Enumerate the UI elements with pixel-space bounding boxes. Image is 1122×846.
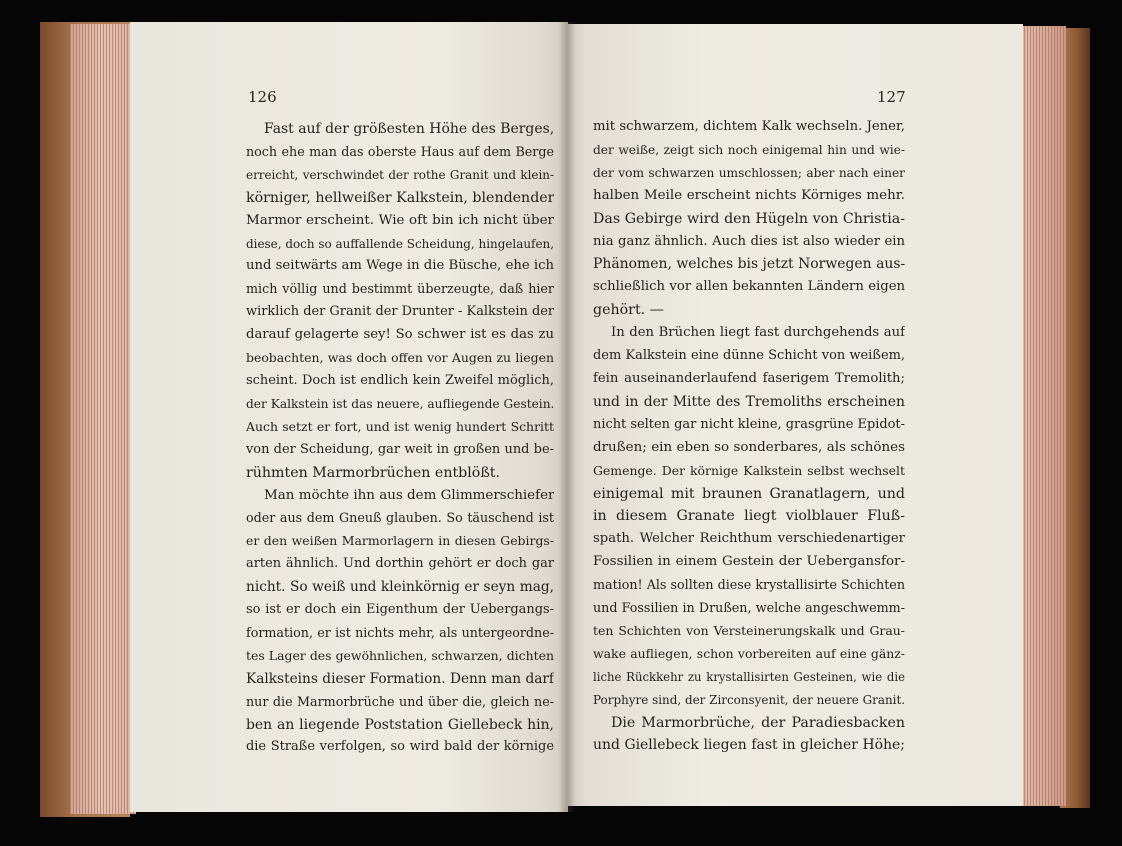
text-line: mich völlig und bestimmt überzeugte, daß hier	[246, 281, 554, 297]
text-line: dem Kalkstein eine dünne Schicht von weißem,	[593, 348, 905, 364]
text-line: liche Rückkehr zu krystallisirten Gesteinen, wie die	[593, 669, 905, 684]
left-page-edges	[70, 24, 136, 814]
text-line: schließlich vor allen bekannten Ländern eigen	[593, 279, 905, 295]
text-line: In den Brüchen liegt fast durchgehends auf	[611, 325, 905, 341]
text-line: drußen; ein eben so sonderbares, als schönes	[593, 439, 905, 455]
text-line: Gemenge. Der körnige Kalkstein selbst wechselt	[593, 462, 905, 478]
text-line: und Giellebeck liegen fast in gleicher Höhe;	[593, 737, 905, 754]
text-line: Das Gebirge wird den Hügeln von Christia-	[593, 210, 905, 227]
text-line: so ist er doch ein Eigenthum der Uebergangs-	[246, 602, 554, 618]
text-line: einigemal mit braunen Granatlagern, und	[593, 485, 905, 502]
text-line: der vom schwarzen umschlossen; aber nach einer	[593, 165, 905, 180]
text-line: scheint. Doch ist endlich kein Zweifel möglich,	[246, 372, 554, 388]
text-line: und seitwärts am Wege in die Büsche, ehe ich	[246, 258, 554, 274]
text-line: rühmten Marmorbrüchen entblößt.	[246, 464, 501, 481]
text-line: wirklich der Granit der Drunter - Kalkstein der	[246, 304, 554, 320]
text-line: und in der Mitte des Tremoliths erscheinen	[593, 393, 905, 410]
text-line: wake aufliegen, schon vorbereiten auf eine gänz-	[593, 645, 905, 661]
text-line: nicht. So weiß und kleinkörnig er seyn mag,	[246, 579, 554, 596]
text-line: fein auseinanderlaufend faserigem Tremolith;	[593, 370, 905, 386]
left-page-text	[246, 118, 554, 759]
left-page-number: 126	[248, 88, 277, 106]
text-line: Die Marmorbrüche, der Paradiesbacken	[611, 714, 905, 731]
text-line: körniger, hellweißer Kalkstein, blendender	[246, 189, 554, 206]
text-line: in diesem Granate liegt violblauer Fluß-	[593, 508, 905, 525]
text-line: ten Schichten von Versteinerungskalk und Grau-	[593, 622, 905, 638]
right-page-text	[593, 116, 905, 757]
text-line: formation, er ist nichts mehr, als untergeordne-	[246, 624, 554, 640]
text-line: spath. Welcher Reichthum verschiedenartiger	[593, 531, 905, 547]
text-line: die Straße verfolgen, so wird bald der körnige	[246, 739, 554, 755]
text-line: der Kalkstein ist das neuere, aufliegende Gestein.	[246, 396, 554, 411]
text-line: von der Scheidung, gar weit in großen und be-	[246, 441, 554, 457]
text-line: tes Lager des gewöhnlichen, schwarzen, dichten	[246, 647, 554, 663]
text-line: nicht selten gar nicht kleine, grasgrüne Epidot-	[593, 416, 905, 432]
text-line: Fast auf der größesten Höhe des Berges,	[264, 121, 554, 137]
right-page-edges	[1018, 26, 1066, 806]
text-line: Kalksteins dieser Formation. Denn man darf	[246, 670, 554, 687]
text-line: arten ähnlich. Und dorthin gehört er doch gar	[246, 556, 554, 572]
text-line: gehört. —	[593, 302, 664, 319]
text-line: beobachten, was doch offen vor Augen zu liegen	[246, 350, 554, 366]
text-line: und Fossilien in Drußen, welche angeschwemm-	[593, 600, 905, 616]
text-line: nur die Marmorbrüche und über die, gleich ne-	[246, 693, 554, 709]
text-line: noch ehe man das oberste Haus auf dem Berge	[246, 143, 554, 159]
right-page-number: 127	[877, 88, 906, 106]
text-line: Man möchte ihn aus dem Glimmerschiefer	[264, 487, 554, 503]
text-line: Fossilien in einem Gestein der Uebergansfor-	[593, 554, 905, 570]
text-line: oder aus dem Gneuß glauben. So täuschend ist	[246, 510, 554, 526]
text-line: mit schwarzem, dichtem Kalk wechseln. Jener,	[593, 119, 905, 134]
text-line: darauf gelagerte sey! So schwer ist es das zu	[246, 327, 554, 343]
text-line: mation! Als sollten diese krystallisirte Schichten	[593, 577, 905, 593]
text-line: ben an liegende Poststation Giellebeck hin,	[246, 716, 554, 733]
text-line: der weiße, zeigt sich noch einigemal hin und wie-	[593, 142, 905, 157]
text-line: Porphyre sind, der Zirconsyenit, der neuere Granit.	[593, 692, 905, 707]
text-line: Phänomen, welches bis jetzt Norwegen aus-	[593, 256, 905, 273]
text-line: nia ganz ähnlich. Auch dies ist also wieder ein	[593, 233, 905, 249]
text-line: er den weißen Marmorlagern in diesen Gebirgs-	[246, 533, 554, 549]
text-line: erreicht, verschwindet der rothe Granit und klein-	[246, 167, 554, 182]
book-gutter	[558, 22, 576, 812]
text-line: halben Meile erscheint nichts Körniges mehr.	[593, 187, 905, 203]
text-line: Auch setzt er fort, und ist wenig hundert Schritt	[246, 418, 554, 434]
text-line: diese, doch so auffallende Scheidung, hingelaufen,	[246, 236, 554, 251]
text-line: Marmor erscheint. Wie oft bin ich nicht über	[246, 212, 554, 228]
